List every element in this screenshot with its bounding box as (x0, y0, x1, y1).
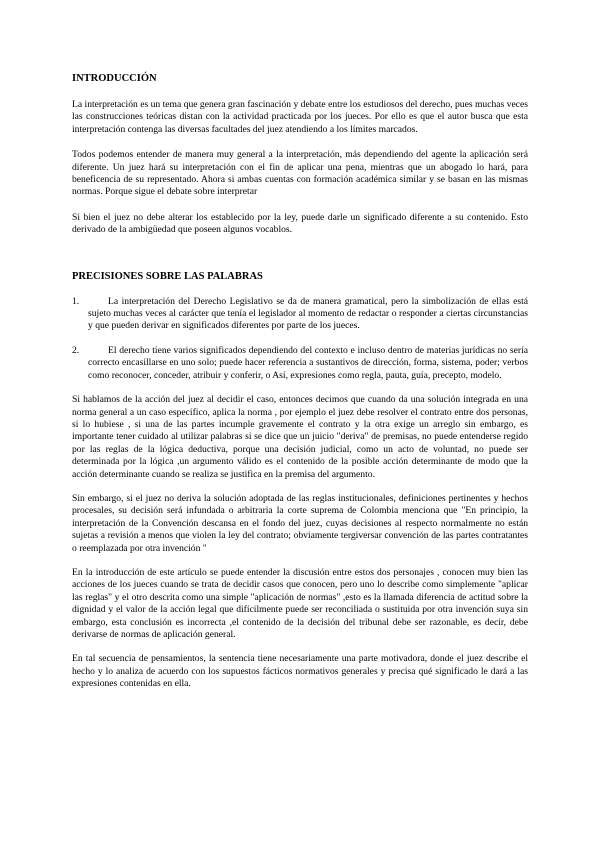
list-item-number: 1. (72, 295, 80, 307)
list-item-1 (72, 296, 528, 333)
intro-paragraph-3: Si bien el juez no debe alterar los establecido por la ley, puede darle un significado diferente a su contenido. Esto derivado de la ambigüedad que poseen algunos vocablos. (72, 211, 528, 236)
body-paragraph-4: En tal secuencia de pensamientos, la sentencia tiene necesariamente una parte motivadora, donde el juez describe el hecho y lo analiza de acuerdo con los supuestos fácticos normativos generales y precisa qué significado le dará a las expresiones contenidas en ella. (72, 653, 528, 690)
intro-heading: INTRODUCCIÓN (72, 73, 157, 84)
list-item-text: El derecho tiene varios significados dependiendo del contexto e incluso dentro de materias jurídicas no sería correcto encasillarse en uno solo; puede hacer referencia a sustantivos de dirección, forma, sistema, poder; verbos como reconocer, conceder, atribuir y conferir, o Así, expresiones como regla, pauta, guía, precepto, modelo. (88, 344, 528, 381)
list-item-2 (72, 345, 528, 382)
body-paragraph-2: Sin embargo, si el juez no deriva la solución adoptada de las reglas institucionales, definiciones pertinentes y hechos procesales, su decisión será infundada o arbitraria la corte suprema de Colombia menciona que "En principio, la interpretación de la Convención descansa en el fondo del juez, cuyas decisiones al respecto normalmente no están sujetas a revisión a menos que violen la ley del contrato; obviamente tergiversar convención de las partes contratantes o reemplazada por otra invención " (72, 492, 528, 554)
list-item-text: La interpretación del Derecho Legislativo se da de manera gramatical, pero la simbolización de ellas está sujeto muchas veces al carácter que tenía el legislador al momento de redactar o responder a ciertas circunstancias y que pueden derivar en significados diferentes por parte de los jueces. (88, 295, 528, 332)
body-paragraph-3: En la introducción de este artículo se puede entender la discusión entre estos dos personajes , conocen muy bien las acciones de los jueces cuando se trata de decidir casos que conocen, pero uno lo describe como simplemente "aplicar las reglas" y el otro descrita como una simple "aplicación de normas" ,esto es la llamada diferencia de actitud sobre la dignidad y el valor de la acción legal que difícilmente puede ser reconciliada o sustituida por otra invención suya sin embargo, esta conclusión es incorrecta ,el contenido de la decisión del tribunal debe ser razonable, es decir, debe derivarse de normas de aplicación general. (72, 566, 528, 640)
body-paragraph-1: Si hablamos de la acción del juez al decidir el caso, entonces decimos que cuando da una solución integrada en una norma general a un caso específico, aplica la norma , por ejemplo el juez debe resolver el contrato entre dos personas, si lo hubiese , si una de las partes incumple gravemente el contrato y la otra exige un arreglo sin embargo, es importante tener cuidado al utilizar palabras si se dice que un juicio "deriva" de premisas, no puede entenderse regido por las reglas de la lógica deductiva, porque una decisión judicial, como un acto de voluntad, no puede ser determinada por la lógica ,un argumento válido es el contenido de la posible acción determinante de modo que la acción determinante cuando se realiza se justifica en la premisa del argumento. (72, 394, 528, 480)
list-item-number: 2. (72, 344, 80, 356)
intro-paragraph-1: La interpretación es un tema que genera gran fascinación y debate entre los estudiosos del derecho, pues muchas veces las construcciones teóricas distan con la actividad practicada por los jueces. Por ello es que el autor busca que esta interpretación contenga las diversas facultades del juez atendiendo a los límites marcados. (72, 99, 528, 135)
precisiones-heading: PRECISIONES SOBRE LAS PALABRAS (72, 270, 263, 282)
intro-paragraph-2: Todos podemos entender de manera muy general a la interpretación, más dependiendo del agente la aplicación será diferente. Un juez hará su interpretación con el fin de aplicar una pena, mientras que un abogado lo hará, para beneficencia de su representado. Ahora si ambas cuentas con formación académica similar y se basan en las mismas normas. Porque sigue el debate sobre interpretar (72, 149, 528, 198)
